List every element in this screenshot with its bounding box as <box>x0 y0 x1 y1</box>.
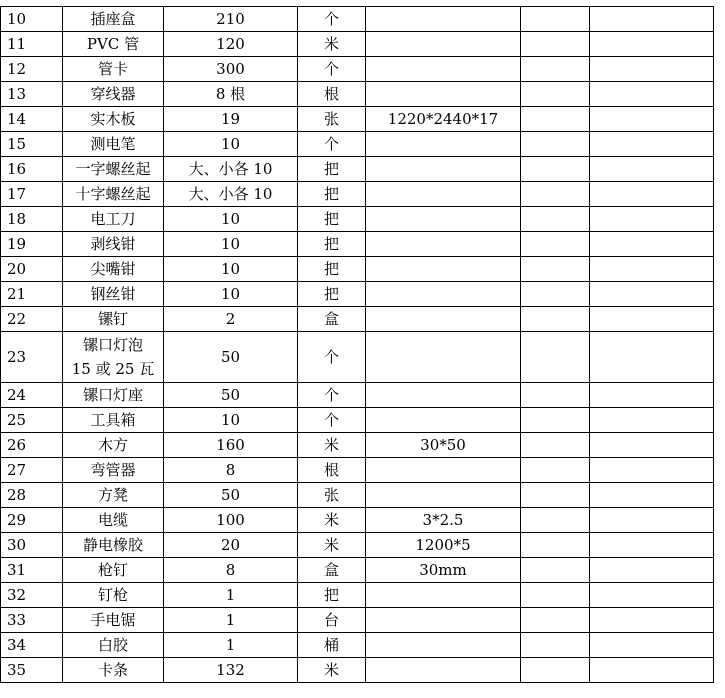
empty-cell <box>590 232 714 257</box>
empty-cell <box>521 257 590 282</box>
item-name: 弯管器 <box>63 458 164 483</box>
table-row <box>1 408 714 433</box>
item-quantity: 2 <box>164 307 298 332</box>
table-row <box>1 57 714 82</box>
empty-cell <box>521 282 590 307</box>
item-quantity: 8 根 <box>164 82 298 107</box>
item-name: 白胶 <box>63 633 164 658</box>
item-unit: 把 <box>298 157 366 182</box>
row-number: 29 <box>1 508 63 533</box>
empty-cell <box>590 383 714 408</box>
item-name: 电工刀 <box>63 207 164 232</box>
empty-cell <box>521 182 590 207</box>
table-row <box>1 82 714 107</box>
row-number: 28 <box>1 483 63 508</box>
empty-cell <box>590 508 714 533</box>
item-unit: 张 <box>298 483 366 508</box>
row-number: 12 <box>1 57 63 82</box>
table-row <box>1 107 714 132</box>
empty-cell <box>521 658 590 683</box>
item-quantity: 20 <box>164 533 298 558</box>
item-quantity: 100 <box>164 508 298 533</box>
table-row <box>1 32 714 57</box>
empty-cell <box>590 157 714 182</box>
table-row <box>1 583 714 608</box>
item-unit: 个 <box>298 332 366 383</box>
empty-cell <box>590 307 714 332</box>
item-name: 测电笔 <box>63 132 164 157</box>
table-row <box>1 307 714 332</box>
empty-cell <box>521 82 590 107</box>
empty-cell <box>521 207 590 232</box>
table-row <box>1 658 714 683</box>
empty-cell <box>521 383 590 408</box>
item-spec: 1220*2440*17 <box>366 107 521 132</box>
empty-cell <box>521 307 590 332</box>
item-name: PVC 管 <box>63 32 164 57</box>
empty-cell <box>521 433 590 458</box>
table-row <box>1 458 714 483</box>
table-row <box>1 558 714 583</box>
table-row <box>1 332 714 383</box>
item-name: 静电橡胶 <box>63 533 164 558</box>
empty-cell <box>521 32 590 57</box>
item-name: 钢丝钳 <box>63 282 164 307</box>
item-spec <box>366 458 521 483</box>
empty-cell <box>521 558 590 583</box>
empty-cell <box>521 332 590 383</box>
item-quantity: 8 <box>164 558 298 583</box>
item-name: 实木板 <box>63 107 164 132</box>
row-number: 16 <box>1 157 63 182</box>
empty-cell <box>521 132 590 157</box>
item-name: 电缆 <box>63 508 164 533</box>
table-row <box>1 633 714 658</box>
item-name: 钉枪 <box>63 583 164 608</box>
item-quantity: 10 <box>164 408 298 433</box>
item-quantity: 120 <box>164 32 298 57</box>
empty-cell <box>590 583 714 608</box>
table-row <box>1 383 714 408</box>
item-spec <box>366 633 521 658</box>
row-number: 17 <box>1 182 63 207</box>
empty-cell <box>590 82 714 107</box>
empty-cell <box>521 7 590 32</box>
item-unit: 张 <box>298 107 366 132</box>
empty-cell <box>521 633 590 658</box>
empty-cell <box>590 658 714 683</box>
table-row <box>1 608 714 633</box>
item-quantity: 大、小各 10 <box>164 182 298 207</box>
item-quantity: 10 <box>164 207 298 232</box>
item-name: 一字螺丝起 <box>63 157 164 182</box>
item-unit: 把 <box>298 257 366 282</box>
item-unit: 米 <box>298 433 366 458</box>
row-number: 26 <box>1 433 63 458</box>
item-quantity: 10 <box>164 232 298 257</box>
row-number: 20 <box>1 257 63 282</box>
item-spec <box>366 383 521 408</box>
item-unit: 米 <box>298 508 366 533</box>
item-unit: 把 <box>298 182 366 207</box>
item-unit: 个 <box>298 132 366 157</box>
item-name: 尖嘴钳 <box>63 257 164 282</box>
item-quantity: 19 <box>164 107 298 132</box>
empty-cell <box>590 32 714 57</box>
item-name <box>63 332 164 383</box>
item-name: 镙钉 <box>63 307 164 332</box>
item-unit: 个 <box>298 408 366 433</box>
empty-cell <box>521 458 590 483</box>
empty-cell <box>590 207 714 232</box>
empty-cell <box>590 57 714 82</box>
empty-cell <box>521 157 590 182</box>
item-spec <box>366 207 521 232</box>
item-quantity: 1 <box>164 633 298 658</box>
row-number: 33 <box>1 608 63 633</box>
item-spec <box>366 57 521 82</box>
empty-cell <box>590 458 714 483</box>
empty-cell <box>590 533 714 558</box>
item-spec <box>366 307 521 332</box>
item-spec <box>366 583 521 608</box>
item-unit: 桶 <box>298 633 366 658</box>
row-number: 11 <box>1 32 63 57</box>
empty-cell <box>590 633 714 658</box>
empty-cell <box>590 182 714 207</box>
row-number: 27 <box>1 458 63 483</box>
row-number: 34 <box>1 633 63 658</box>
item-quantity: 1 <box>164 608 298 633</box>
row-number: 21 <box>1 282 63 307</box>
item-quantity: 50 <box>164 483 298 508</box>
table-row <box>1 7 714 32</box>
item-unit: 米 <box>298 533 366 558</box>
item-spec <box>366 232 521 257</box>
item-quantity: 10 <box>164 257 298 282</box>
item-quantity: 1 <box>164 583 298 608</box>
row-number: 22 <box>1 307 63 332</box>
item-unit: 根 <box>298 458 366 483</box>
table-row <box>1 483 714 508</box>
row-number: 25 <box>1 408 63 433</box>
item-spec <box>366 157 521 182</box>
item-unit: 根 <box>298 82 366 107</box>
row-number: 15 <box>1 132 63 157</box>
row-number: 30 <box>1 533 63 558</box>
item-spec <box>366 182 521 207</box>
table-row <box>1 132 714 157</box>
item-name: 剥线钳 <box>63 232 164 257</box>
item-spec <box>366 7 521 32</box>
item-spec <box>366 257 521 282</box>
item-spec <box>366 483 521 508</box>
item-name: 管卡 <box>63 57 164 82</box>
materials-table <box>0 6 714 683</box>
item-name-line-2: 15 或 25 瓦 <box>71 360 155 378</box>
item-unit: 盒 <box>298 558 366 583</box>
table-row <box>1 157 714 182</box>
table-row <box>1 533 714 558</box>
empty-cell <box>590 7 714 32</box>
item-spec: 30*50 <box>366 433 521 458</box>
empty-cell <box>590 433 714 458</box>
empty-cell <box>590 132 714 157</box>
empty-cell <box>521 533 590 558</box>
item-name: 镙口灯座 <box>63 383 164 408</box>
table-row <box>1 433 714 458</box>
empty-cell <box>590 107 714 132</box>
item-unit: 个 <box>298 7 366 32</box>
item-unit: 盒 <box>298 307 366 332</box>
item-unit: 米 <box>298 32 366 57</box>
empty-cell <box>590 282 714 307</box>
item-unit: 把 <box>298 207 366 232</box>
item-name: 木方 <box>63 433 164 458</box>
item-quantity: 8 <box>164 458 298 483</box>
row-number: 10 <box>1 7 63 32</box>
empty-cell <box>521 583 590 608</box>
row-number: 18 <box>1 207 63 232</box>
item-name: 手电锯 <box>63 608 164 633</box>
empty-cell <box>590 257 714 282</box>
item-spec <box>366 658 521 683</box>
item-quantity: 50 <box>164 383 298 408</box>
empty-cell <box>590 332 714 383</box>
item-quantity: 50 <box>164 332 298 383</box>
table-row <box>1 232 714 257</box>
empty-cell <box>590 558 714 583</box>
row-number: 19 <box>1 232 63 257</box>
empty-cell <box>521 608 590 633</box>
item-unit: 把 <box>298 232 366 257</box>
item-spec: 30mm <box>366 558 521 583</box>
table-row <box>1 207 714 232</box>
empty-cell <box>590 483 714 508</box>
item-spec: 1200*5 <box>366 533 521 558</box>
row-number: 23 <box>1 332 63 383</box>
item-spec <box>366 32 521 57</box>
empty-cell <box>521 57 590 82</box>
item-unit: 台 <box>298 608 366 633</box>
item-spec <box>366 408 521 433</box>
row-number: 13 <box>1 82 63 107</box>
item-unit: 个 <box>298 57 366 82</box>
table-row <box>1 182 714 207</box>
item-unit: 把 <box>298 282 366 307</box>
item-quantity: 160 <box>164 433 298 458</box>
item-quantity: 132 <box>164 658 298 683</box>
item-name: 十字螺丝起 <box>63 182 164 207</box>
item-spec: 3*2.5 <box>366 508 521 533</box>
item-name: 卡条 <box>63 658 164 683</box>
item-name: 枪钉 <box>63 558 164 583</box>
empty-cell <box>590 408 714 433</box>
empty-cell <box>521 408 590 433</box>
item-name: 穿线器 <box>63 82 164 107</box>
item-quantity: 大、小各 10 <box>164 157 298 182</box>
table-row <box>1 508 714 533</box>
item-spec <box>366 282 521 307</box>
item-name-line-1: 镙口灯泡 <box>82 336 143 354</box>
empty-cell <box>590 608 714 633</box>
row-number: 24 <box>1 383 63 408</box>
item-name: 方凳 <box>63 483 164 508</box>
item-quantity: 10 <box>164 282 298 307</box>
empty-cell <box>521 483 590 508</box>
item-spec <box>366 332 521 383</box>
item-spec <box>366 132 521 157</box>
table-row <box>1 282 714 307</box>
item-spec <box>366 82 521 107</box>
item-quantity: 10 <box>164 132 298 157</box>
row-number: 32 <box>1 583 63 608</box>
item-quantity: 300 <box>164 57 298 82</box>
item-name: 工具箱 <box>63 408 164 433</box>
empty-cell <box>521 107 590 132</box>
row-number: 14 <box>1 107 63 132</box>
table-row <box>1 257 714 282</box>
item-unit: 把 <box>298 583 366 608</box>
empty-cell <box>521 508 590 533</box>
item-unit: 米 <box>298 658 366 683</box>
item-spec <box>366 608 521 633</box>
row-number: 35 <box>1 658 63 683</box>
empty-cell <box>521 232 590 257</box>
item-quantity: 210 <box>164 7 298 32</box>
row-number: 31 <box>1 558 63 583</box>
item-unit: 个 <box>298 383 366 408</box>
item-name: 插座盒 <box>63 7 164 32</box>
